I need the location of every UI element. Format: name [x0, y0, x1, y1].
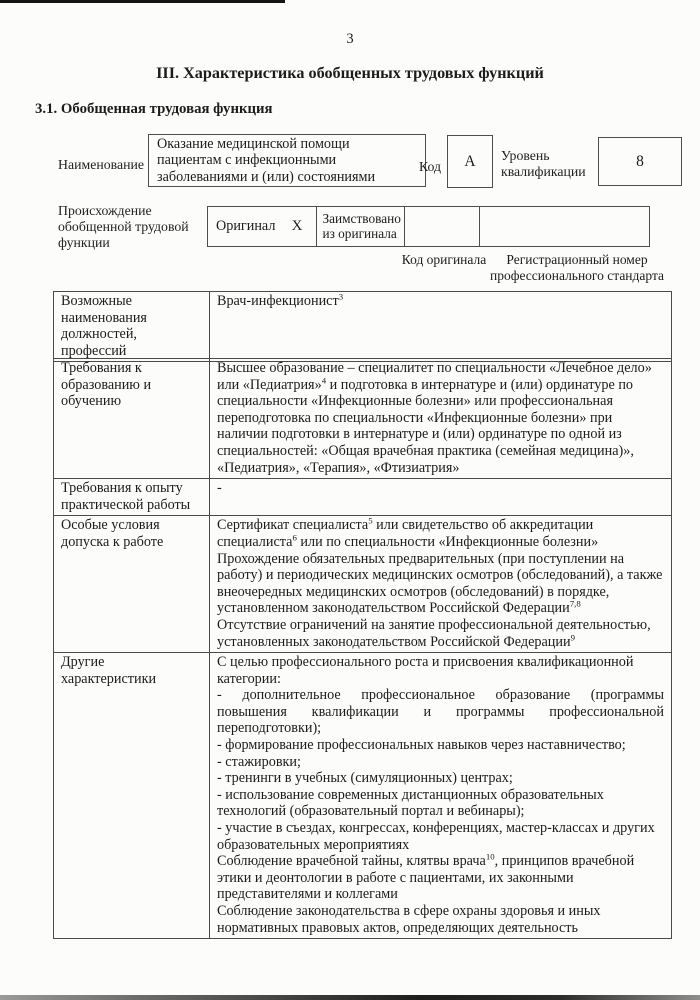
origin-regnumber-cell	[480, 207, 649, 246]
other-characteristics-value	[210, 653, 672, 939]
paragraph: Соблюдение законодательства в сфере охраны здоровья и иных нормативных правовых актов, определяющих деятельность	[217, 903, 601, 936]
special-conditions-value	[210, 516, 672, 653]
section-heading: 3.1. Обобщенная трудовая функция	[35, 101, 273, 117]
table-row	[54, 479, 672, 516]
paragraph: - дополнительное профессиональное образование (программы повышения квалификации и программы профессиональной переподготовки);	[217, 687, 664, 737]
code-value-box: А	[447, 135, 493, 188]
job-titles-table	[53, 291, 672, 362]
table-row	[54, 292, 672, 362]
paragraph: Прохождение обязательных предварительных (при поступлении на работу) и периодических медицинских осмотров (обследований), а также внеочередных медицинских осмотров (обследований) в порядке, установленном законодательством Российской Федерации$^{7,8}$	[217, 550, 663, 617]
paragraph: - формирование профессиональных навыков через наставничество;	[217, 737, 626, 754]
paragraph: - участие в съездах, конгрессах, конференциях, мастер-классах и других образовательных мероприятиях	[217, 820, 655, 853]
paragraph: Соблюдение врачебной тайны, клятвы врача$^{10}$, принципов врачебной этики и деонтологии в работе с пациентами, их законными представителями и коллегами	[217, 851, 635, 903]
other-characteristics-label: Другие характеристики	[54, 653, 210, 939]
requirements-table	[53, 358, 672, 939]
table-row	[54, 653, 672, 939]
paragraph: Сертификат специалиста$^5$ или свидетельство об аккредитации специалиста$^6$ или по специальности «Инфекционные болезни»	[217, 515, 599, 550]
table-row	[54, 359, 672, 479]
scan-artifact-bottom	[0, 995, 700, 1000]
job-titles-value: Врач-инфекционист$^3$	[210, 292, 672, 362]
experience-requirements-label: Требования к опыту практической работы	[54, 479, 210, 516]
origin-table	[207, 206, 650, 247]
origin-code-cell	[405, 207, 480, 246]
paragraph: Отсутствие ограничений на занятие профессиональной деятельностью, установленных законодательством Российской Федерации$^9$	[217, 616, 651, 650]
function-name-box: Оказание медицинской помощи пациентам с инфекционными заболеваниями и (или) состояниями	[148, 134, 426, 187]
paragraph: - тренинги в учебных (симуляционных) центрах;	[217, 770, 513, 787]
origin-original-label: Оригинал	[216, 218, 276, 234]
table-row	[54, 516, 672, 653]
paragraph: - стажировки;	[217, 753, 301, 770]
education-requirements-label: Требования к образованию и обучению	[54, 359, 210, 479]
experience-requirements-value: -	[210, 479, 672, 516]
page-number: 3	[346, 31, 354, 47]
origin-borrowed-cell: Заимствовано из оригинала	[317, 207, 405, 246]
document-title: III. Характеристика обобщенных трудовых функций	[156, 64, 544, 82]
origin-original-cell	[208, 207, 317, 246]
special-conditions-label: Особые условия допуска к работе	[54, 516, 210, 653]
paragraph: С целью профессионального роста и присвоения квалификационной категории:	[217, 654, 634, 687]
origin-label: Происхождение обобщенной трудовой функции	[58, 203, 189, 251]
origin-code-label: Код оригинала	[401, 252, 487, 267]
education-requirements-value: Высшее образование – специалитет по специальности «Лечебное дело» или «Педиатрия»$^4$ и подготовка в интернатуре и (или) ординатуре по специальности «Инфекционные болезни» или профессиональная переподготовка по специальности «Инфекционные болезни» при наличии подготовки в интернатуре и (или) ординатуре по одной из специальностей: «Общая врачебная практика (семейная медицина)», «Педиатрия», «Терапия», «Фтизиатрия»	[210, 359, 672, 479]
qualification-level-box: 8	[598, 137, 682, 186]
code-label: Код	[419, 159, 442, 174]
qualification-level-label: Уровень квалификации	[501, 148, 586, 180]
name-label: Наименование	[58, 157, 144, 172]
origin-regnumber-label: Регистрационный номер профессионального стандарта	[489, 252, 665, 283]
scan-artifact-top	[0, 0, 285, 3]
paragraph: - использование современных дистанционных образовательных технологий (образовательный портал и вебинары);	[217, 786, 604, 820]
origin-original-mark: X	[291, 218, 303, 234]
job-titles-label: Возможные наименования должностей, профессий	[54, 292, 210, 362]
